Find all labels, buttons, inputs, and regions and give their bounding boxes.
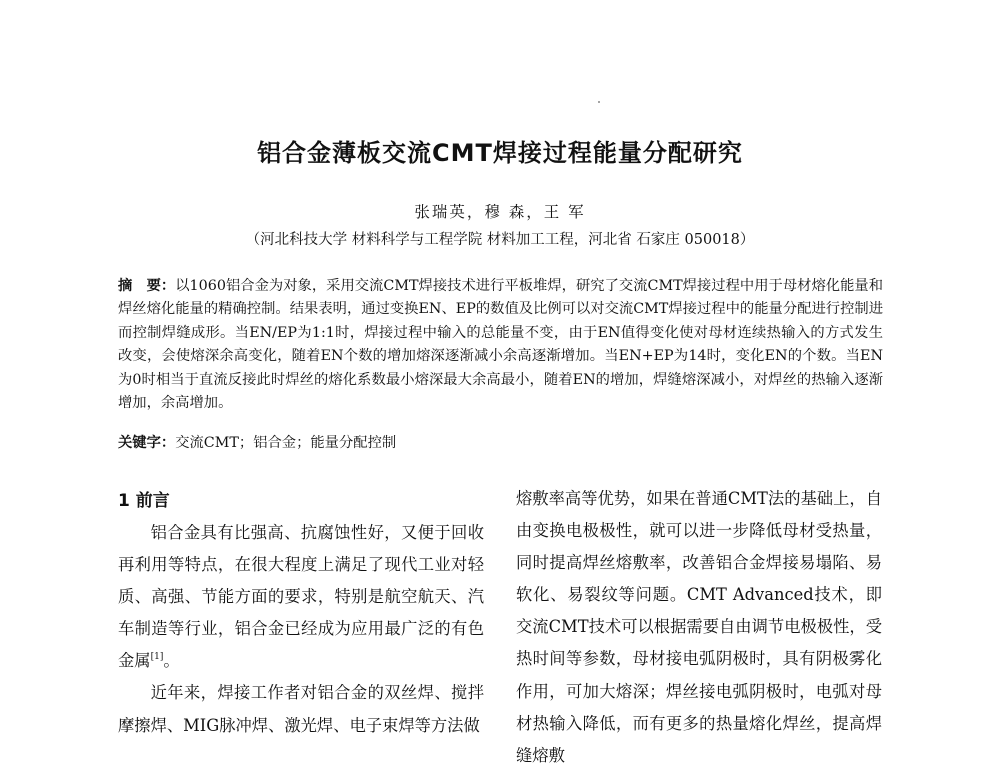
paragraph-end: 。 <box>163 651 180 671</box>
keywords-label: 关键字： <box>118 435 176 451</box>
citation-ref: [1] <box>150 652 164 663</box>
section-heading: 1 前言 <box>118 491 170 511</box>
paragraph-text: 铝合金具有比强高、抗腐蚀性好，又便于回收再利用等特点，在很大程度上满足了现代工业对轻质、高强、节能方面的要求，特别是航空航天、汽车制造等行业，铝合金已经成为应用最广泛的有色金属 <box>118 523 484 671</box>
abstract-label: 摘 要： <box>118 278 176 294</box>
keywords-text: 交流CMT；铝合金；能量分配控制 <box>175 435 397 451</box>
author-list: 张瑞英，穆 森，王 军 <box>414 203 586 221</box>
body-paragraph: 近年来，焊接工作者对铝合金的双丝焊、搅拌摩擦焊、MIG脉冲焊、激光焊、电子束焊等方法做 <box>118 683 484 735</box>
abstract-text: 以1060铝合金为对象，采用交流CMT焊接技术进行平板堆焊，研究了交流CMT焊接过程中用于母材熔化能量和焊丝熔化能量的精确控制。结果表明，通过变换EN、EP的数值及比例可以对交流CMT焊接过程中的能量分配进行控制进而控制焊缝成形。当EN/EP为1:1时，焊接过程中输入的总能量不变，由于EN值得变化使对母材连续热输入的方式发生改变，会使熔深余高变化，随着EN个数的增加熔深逐渐减小余高逐渐增加。当EN+EP为14时，变化EN的个数。当EN为0时相当于直流反接此时焊丝的熔化系数最小熔深最大余高最小，随着EN的增加，焊缝熔深减小，对焊丝的热输入逐渐增加，余高增加。 <box>118 278 883 412</box>
abstract <box>118 275 883 415</box>
affiliation: （河北科技大学 材料科学与工程学院 材料加工工程，河北省 石家庄 050018） <box>245 232 755 248</box>
left-column <box>118 485 484 742</box>
scan-speck <box>598 101 600 103</box>
body-paragraph: 熔敷率高等优势，如果在普通CMT法的基础上，自由变换电极极性，就可以进一步降低母材受热量，同时提高焊丝熔敷率，改善铝合金焊接易塌陷、易软化、易裂纹等问题。CMT Advanced技术，即交流CMT技术可以根据需要自由调节电极极性，受热时间等参数，母材接电弧阴极时，具有阴极雾化作用，可加大熔深；焊丝接电弧阴极时，电弧对母材热输入降低，而有更多的热量熔化焊丝，提高焊缝熔敷 <box>516 489 882 765</box>
right-column <box>516 483 882 772</box>
keywords <box>118 432 883 452</box>
body-paragraph <box>118 517 484 677</box>
paper-title: 铝合金薄板交流CMT焊接过程能量分配研究 <box>257 139 743 167</box>
